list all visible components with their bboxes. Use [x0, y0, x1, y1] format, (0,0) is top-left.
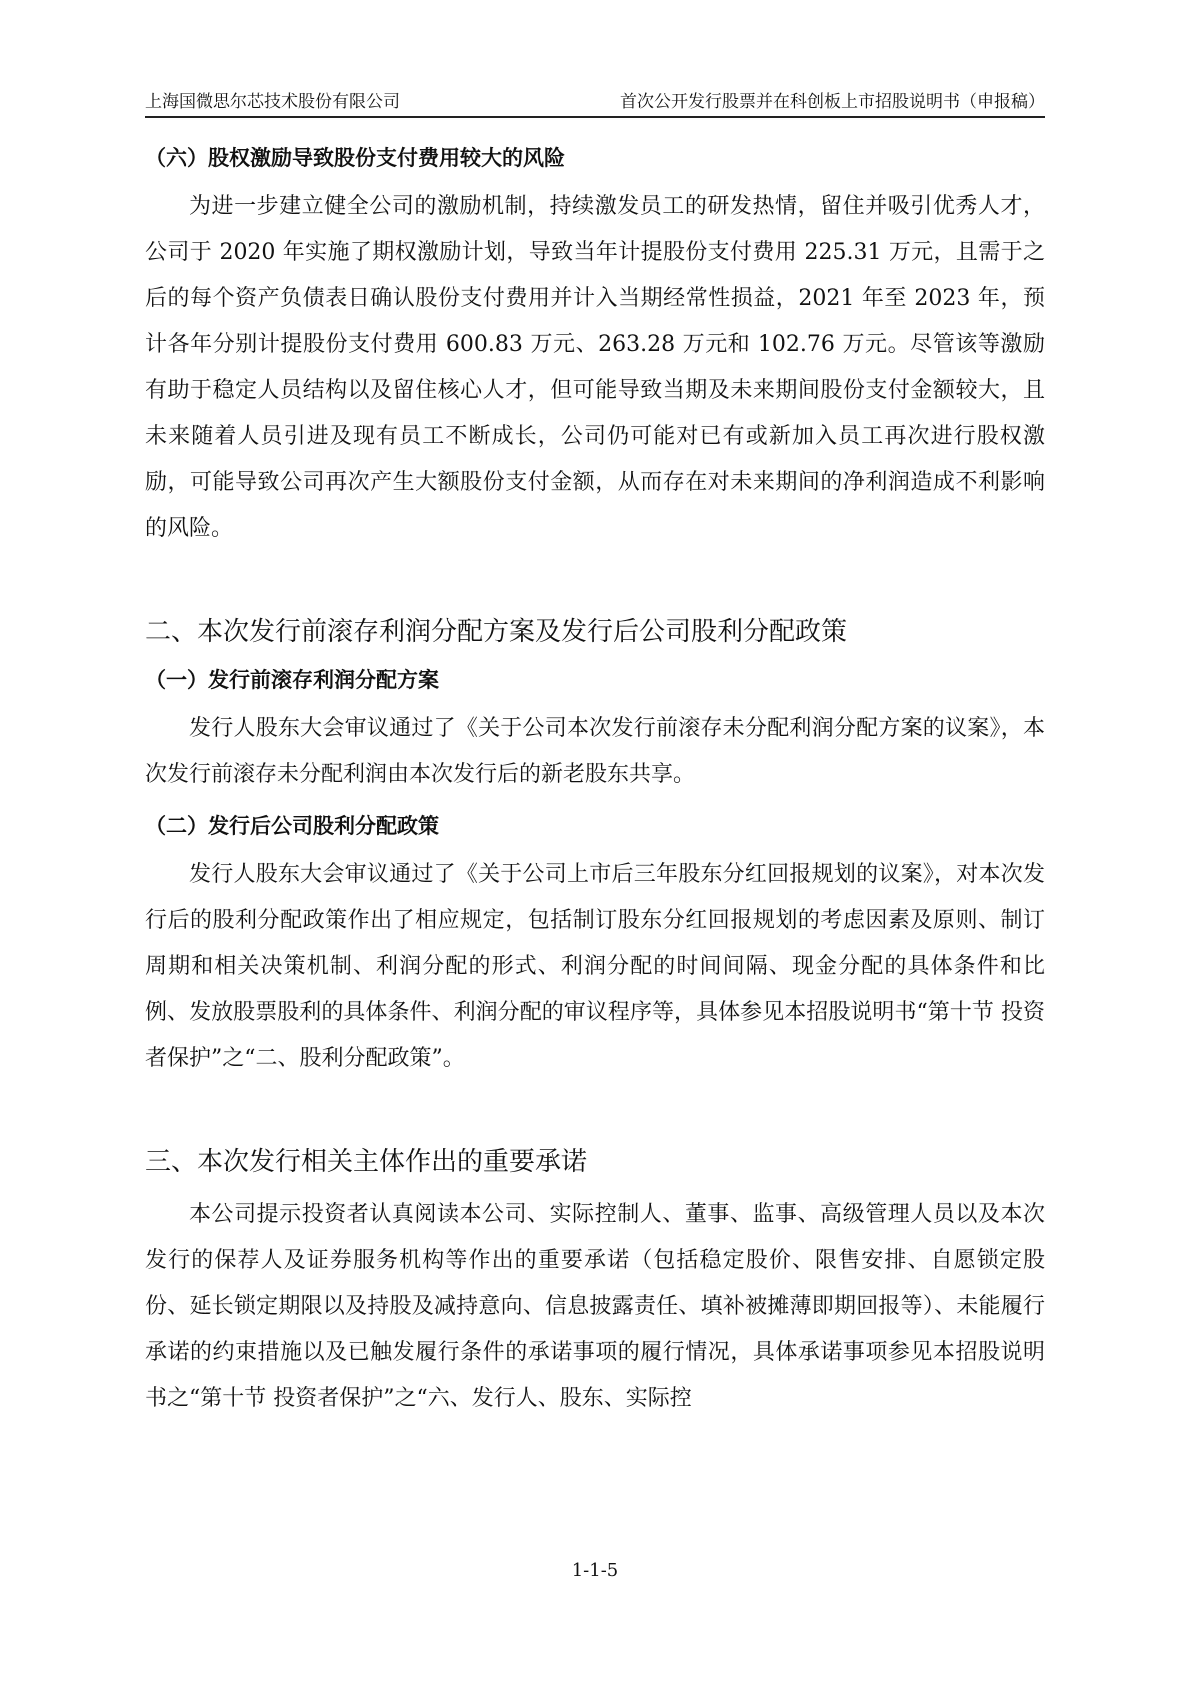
paragraph-2-2: 发行人股东大会审议通过了《关于公司上市后三年股东分红回报规划的议案》，对本次发行后的股利分配政策作出了相应规定，包括制订股东分红回报规划的考虑因素及原则、制订周期和相关决策机制、利润分配的形式、利润分配的时间间隔、现金分配的具体条件和比例、发放股票股利的具体条件、利润分配的审议程序等，具体参见本招股说明书“第十节 投资者保护”之“二、股利分配政策”。 — [145, 862, 1045, 1071]
subsection-heading-2-1: （一）发行前滚存利润分配方案 — [145, 668, 439, 692]
subsection-heading-2-2: （二）发行后公司股利分配政策 — [145, 814, 439, 838]
section-heading-2: 二、本次发行前滚存利润分配方案及发行后公司股利分配政策 — [145, 617, 848, 647]
paragraph-2-1: 发行人股东大会审议通过了《关于公司本次发行前滚存未分配利润分配方案的议案》，本次发行前滚存未分配利润由本次发行后的新老股东共享。 — [145, 716, 1045, 787]
section-heading-risk-6: （六）股权激励导致股份支付费用较大的风险 — [145, 146, 565, 170]
page-number: 1-1-5 — [571, 1560, 619, 1581]
header-document-title: 首次公开发行股票并在科创板上市招股说明书（申报稿） — [620, 92, 1045, 112]
header-company-name: 上海国微思尔芯技术股份有限公司 — [145, 92, 400, 112]
page-header — [145, 82, 1045, 118]
section-heading-3: 三、本次发行相关主体作出的重要承诺 — [145, 1147, 588, 1177]
paragraph-3: 本公司提示投资者认真阅读本公司、实际控制人、董事、监事、高级管理人员以及本次发行的保荐人及证券服务机构等作出的重要承诺（包括稳定股价、限售安排、自愿锁定股份、延长锁定期限以及持股及减持意向、信息披露责任、填补被摊薄即期回报等）、未能履行承诺的约束措施以及已触发履行条件的承诺事项的履行情况，具体承诺事项参见本招股说明书之“第十节 投资者保护”之“六、发行人、股东、实际控 — [145, 1202, 1045, 1411]
document-body — [145, 140, 1045, 1422]
paragraph-risk-6: 为进一步建立健全公司的激励机制，持续激发员工的研发热情，留住并吸引优秀人才，公司于 2020 年实施了期权激励计划，导致当年计提股份支付费用 225.31 万元，且需于之后的每个资产负债表日确认股份支付费用并计入当期经常性损益，2021 年至 2023 年，预计各年分别计提股份支付费用 600.83 万元、263.28 万元和 102.76 万元。尽管该等激励有助于稳定人员结构以及留住核心人才，但可能导致当期及未来期间股份支付金额较大，且未来随着人员引进及现有员工不断成长，公司仍可能对已有或新加入员工再次进行股权激励，可能导致公司再次产生大额股份支付金额，从而存在对未来期间的净利润造成不利影响的风险。 — [145, 194, 1045, 541]
